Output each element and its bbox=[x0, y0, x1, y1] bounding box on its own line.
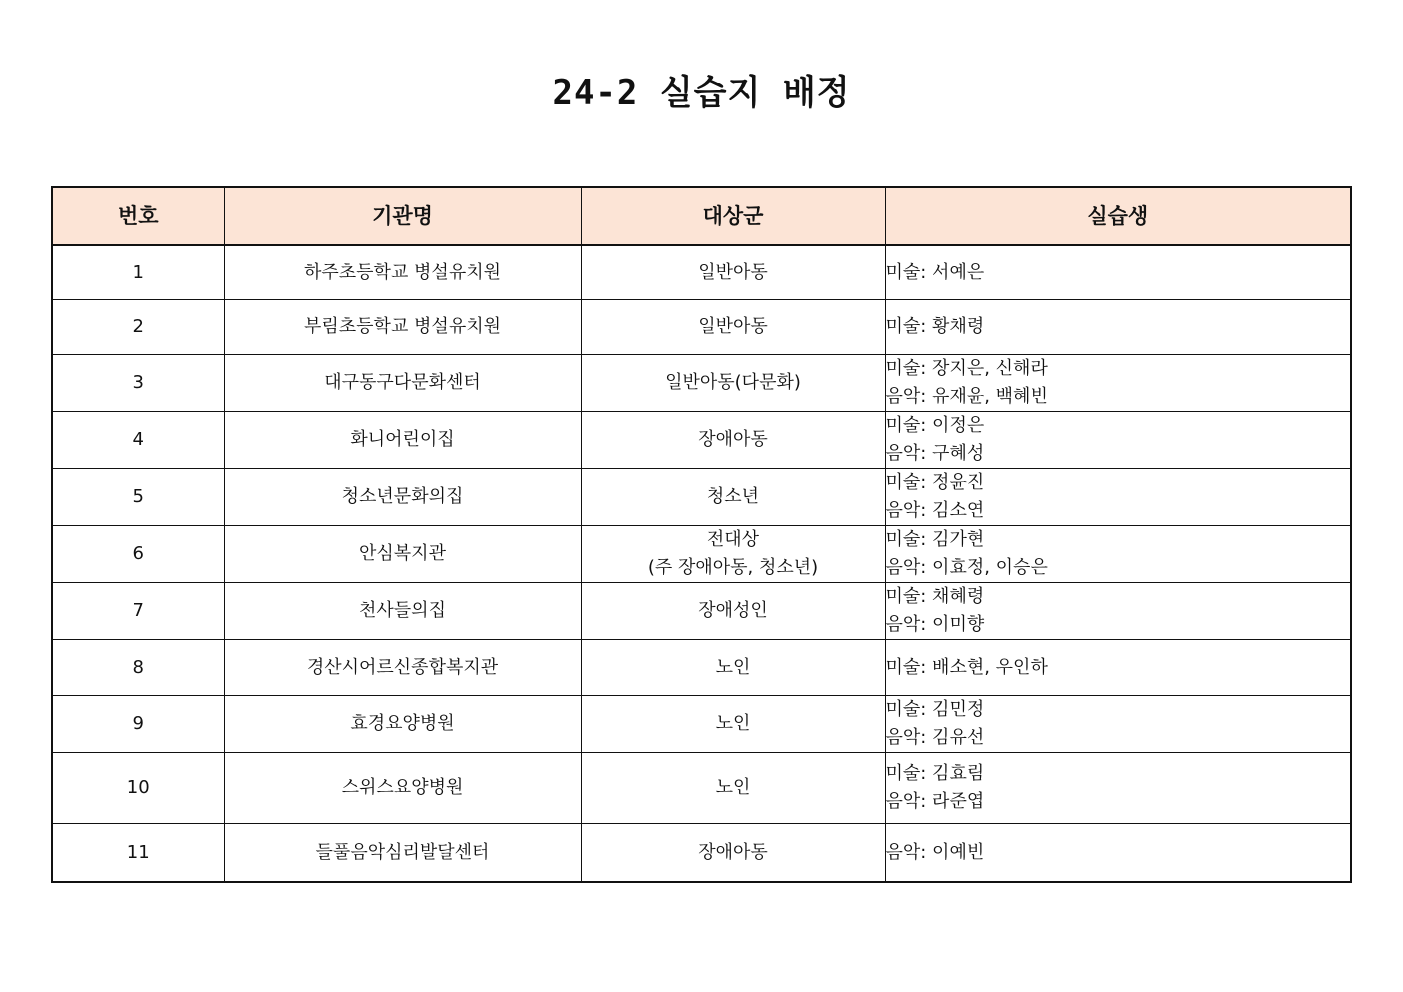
row-students bbox=[885, 583, 1351, 640]
student-line: 음악: 이미향 bbox=[885, 614, 985, 635]
assignment-table bbox=[51, 186, 1352, 883]
row-number: 6 bbox=[52, 526, 224, 583]
student-line: 음악: 이효정, 이승은 bbox=[885, 557, 1048, 578]
row-target bbox=[581, 583, 885, 640]
row-number: 9 bbox=[52, 696, 224, 753]
student-line: 미술: 배소현, 우인하 bbox=[885, 656, 1048, 678]
student-line: 미술: 이정은 bbox=[885, 415, 985, 436]
header-target: 대상군 bbox=[581, 187, 885, 245]
row-institution: 들풀음악심리발달센터 bbox=[224, 824, 581, 883]
row-target bbox=[581, 245, 885, 300]
row-students bbox=[885, 696, 1351, 753]
student-line: 미술: 정윤진 bbox=[885, 472, 985, 493]
target-line: 노인 bbox=[715, 713, 751, 734]
row-target bbox=[581, 469, 885, 526]
row-students bbox=[885, 469, 1351, 526]
header-institution: 기관명 bbox=[224, 187, 581, 245]
row-students bbox=[885, 526, 1351, 583]
row-target bbox=[581, 753, 885, 824]
target-line: 일반아동(다문화) bbox=[665, 372, 801, 393]
target-line: 노인 bbox=[715, 777, 751, 798]
row-institution: 화니어린이집 bbox=[224, 412, 581, 469]
page-title: 24-2 실습지 배정 bbox=[552, 73, 851, 113]
table-row bbox=[52, 469, 1351, 526]
row-institution: 대구동구다문화센터 bbox=[224, 355, 581, 412]
row-number: 5 bbox=[52, 469, 224, 526]
table-row bbox=[52, 753, 1351, 824]
row-number: 7 bbox=[52, 583, 224, 640]
target-line: 청소년 bbox=[706, 486, 760, 507]
header-number: 번호 bbox=[52, 187, 224, 245]
row-students bbox=[885, 640, 1351, 696]
table-row bbox=[52, 824, 1351, 883]
student-line: 미술: 김가현 bbox=[885, 529, 985, 550]
student-line: 미술: 김민정 bbox=[885, 699, 985, 720]
table-header-row bbox=[52, 187, 1351, 245]
row-students bbox=[885, 245, 1351, 300]
row-institution: 경산시어르신종합복지관 bbox=[224, 640, 581, 696]
student-line: 음악: 구혜성 bbox=[885, 443, 985, 464]
row-number: 4 bbox=[52, 412, 224, 469]
student-line: 미술: 서예은 bbox=[885, 261, 985, 283]
table-row bbox=[52, 526, 1351, 583]
row-target bbox=[581, 696, 885, 753]
table-row bbox=[52, 300, 1351, 355]
row-number: 11 bbox=[52, 824, 224, 883]
student-line: 음악: 라준엽 bbox=[885, 791, 985, 812]
row-target bbox=[581, 412, 885, 469]
table-row bbox=[52, 696, 1351, 753]
row-target bbox=[581, 526, 885, 583]
target-line: 일반아동 bbox=[698, 316, 768, 337]
row-institution: 하주초등학교 병설유치원 bbox=[224, 245, 581, 300]
student-line: 음악: 유재윤, 백혜빈 bbox=[885, 386, 1048, 407]
student-line: 음악: 김소연 bbox=[885, 500, 985, 521]
target-line: 전대상 bbox=[706, 529, 760, 550]
table-row bbox=[52, 583, 1351, 640]
student-line: 음악: 김유선 bbox=[885, 727, 985, 748]
row-institution: 스위스요양병원 bbox=[224, 753, 581, 824]
target-line: 장애아동 bbox=[698, 841, 768, 863]
target-line: 장애성인 bbox=[698, 600, 768, 621]
table-row bbox=[52, 245, 1351, 300]
target-line: (주 장애아동, 청소년) bbox=[647, 557, 819, 578]
row-students bbox=[885, 300, 1351, 355]
row-number: 2 bbox=[52, 300, 224, 355]
target-line: 일반아동 bbox=[698, 261, 768, 283]
table-row bbox=[52, 355, 1351, 412]
student-line: 미술: 채혜령 bbox=[885, 586, 985, 607]
row-students bbox=[885, 824, 1351, 883]
row-institution: 안심복지관 bbox=[224, 526, 581, 583]
row-target bbox=[581, 640, 885, 696]
row-students bbox=[885, 412, 1351, 469]
target-line: 노인 bbox=[715, 656, 751, 678]
row-number: 3 bbox=[52, 355, 224, 412]
row-target bbox=[581, 300, 885, 355]
row-target bbox=[581, 824, 885, 883]
row-institution: 부림초등학교 병설유치원 bbox=[224, 300, 581, 355]
table-row bbox=[52, 412, 1351, 469]
student-line: 미술: 김효림 bbox=[885, 763, 985, 784]
student-line: 음악: 이예빈 bbox=[885, 841, 985, 863]
table-row bbox=[52, 640, 1351, 696]
row-students bbox=[885, 355, 1351, 412]
row-target bbox=[581, 355, 885, 412]
row-institution: 천사들의집 bbox=[224, 583, 581, 640]
header-students: 실습생 bbox=[885, 187, 1351, 245]
row-students bbox=[885, 753, 1351, 824]
row-number: 10 bbox=[52, 753, 224, 824]
row-number: 8 bbox=[52, 640, 224, 696]
student-line: 미술: 장지은, 신해라 bbox=[885, 358, 1048, 379]
target-line: 장애아동 bbox=[698, 429, 768, 450]
student-line: 미술: 황채령 bbox=[885, 316, 985, 337]
row-institution: 청소년문화의집 bbox=[224, 469, 581, 526]
row-number: 1 bbox=[52, 245, 224, 300]
row-institution: 효경요양병원 bbox=[224, 696, 581, 753]
